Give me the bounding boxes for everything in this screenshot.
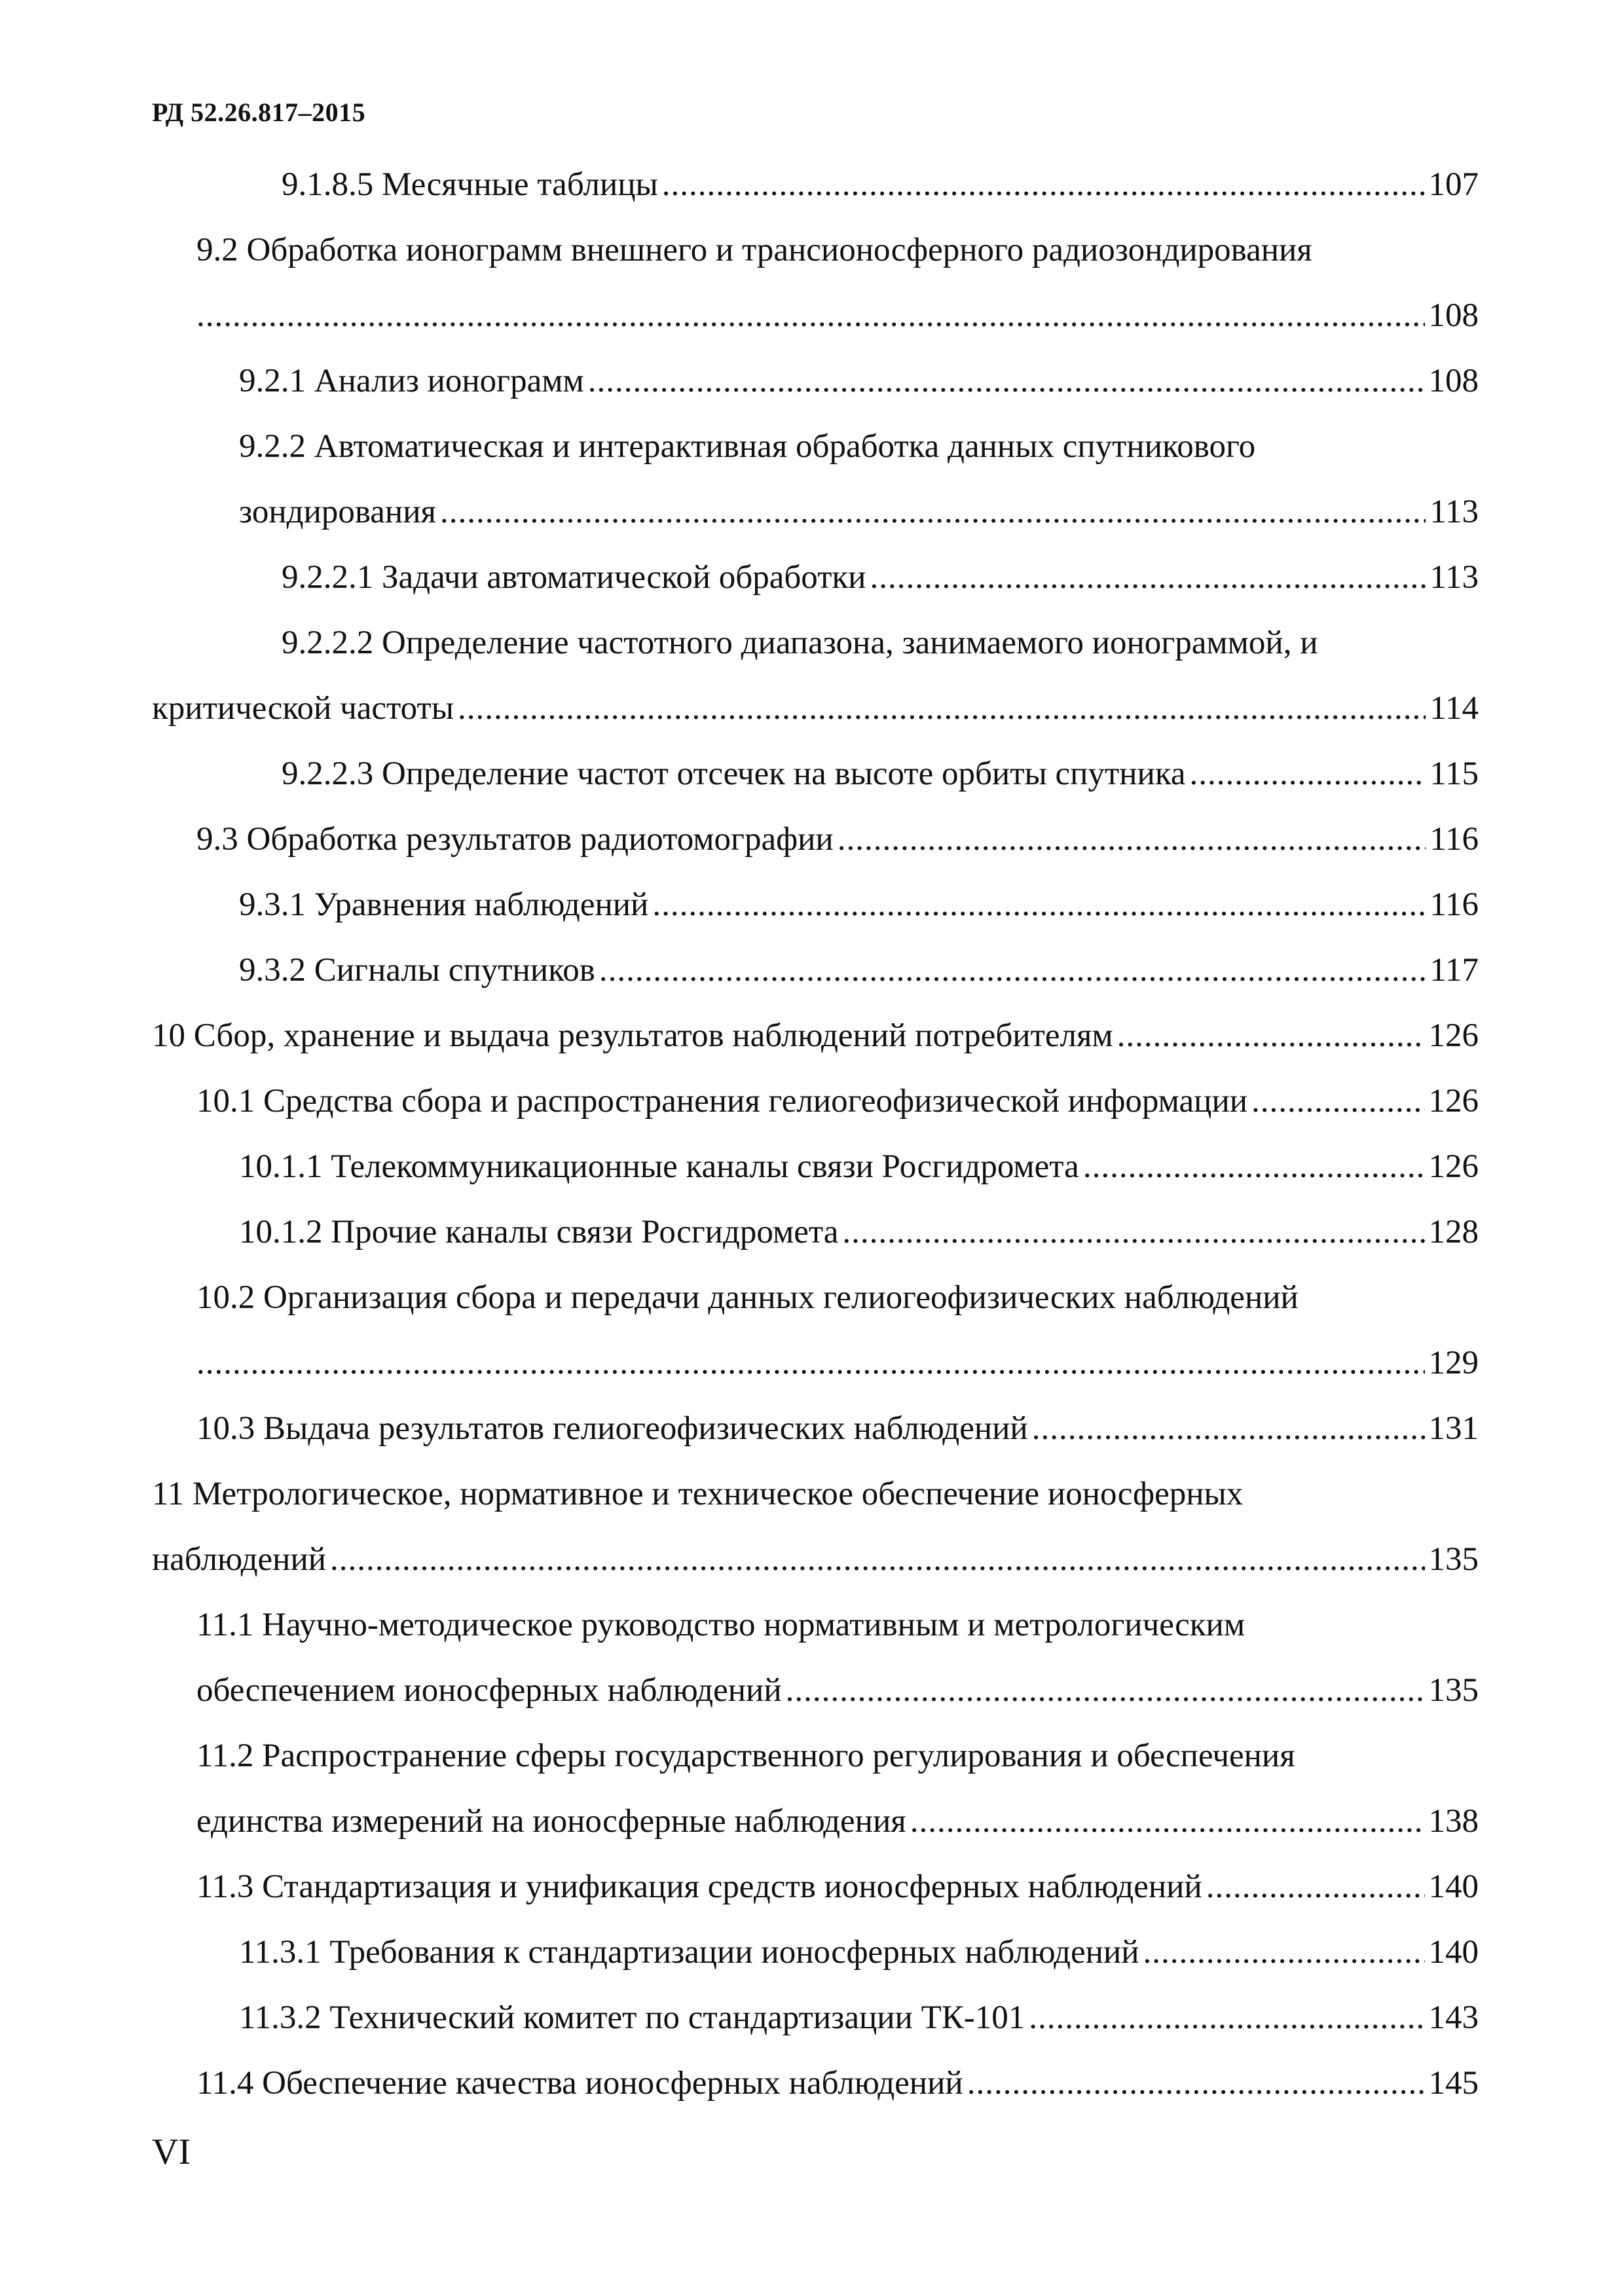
- toc-line[interactable]: [239, 493, 1479, 558]
- toc-leader: [1032, 1410, 1425, 1448]
- toc-leader: [330, 1540, 1424, 1578]
- toc-line[interactable]: [239, 362, 1479, 428]
- toc-line[interactable]: [239, 1148, 1479, 1213]
- toc-leader: [1083, 1148, 1425, 1186]
- toc-leader: [588, 362, 1425, 400]
- toc-leader: [440, 493, 1426, 531]
- toc-line[interactable]: [282, 755, 1479, 820]
- toc-line[interactable]: [196, 1737, 1479, 1802]
- toc-line[interactable]: [152, 1475, 1479, 1540]
- toc-page-number: 129: [1428, 1345, 1479, 1381]
- toc-leader: [1251, 1082, 1424, 1120]
- toc-entry-text: обеспечением ионосферных наблюдений: [196, 1672, 782, 1709]
- toc-entry-text: критической частоты: [152, 690, 454, 727]
- toc-entry-text: наблюдений: [152, 1541, 327, 1578]
- toc-line[interactable]: [196, 820, 1479, 886]
- toc-entry-text: 10.1.1 Телекоммуникационные каналы связи Росгидромета: [239, 1148, 1079, 1185]
- toc-line[interactable]: [239, 886, 1479, 951]
- toc-leader: [1029, 1999, 1424, 2037]
- toc-entry-text: 9.2.2.3 Определение частот отсечек на высоте орбиты спутника: [282, 756, 1186, 792]
- toc-entry-text: 9.2.2 Автоматическая и интерактивная обработка данных спутникового: [239, 428, 1256, 465]
- toc-page-number: 126: [1428, 1083, 1479, 1120]
- toc-page-number: 143: [1428, 1999, 1479, 2036]
- toc-page-number: 145: [1428, 2065, 1479, 2102]
- toc-entry-text: 10.2 Организация сбора и передачи данных гелиогеофизических наблюдений: [196, 1279, 1299, 1316]
- toc-leader: [967, 2064, 1425, 2102]
- toc-line[interactable]: [196, 1410, 1479, 1475]
- toc-page-number: 116: [1430, 886, 1479, 923]
- toc-entry-text: 11.3 Стандартизация и унификация средств ионосферных наблюдений: [196, 1868, 1202, 1905]
- toc-leader: [1206, 1868, 1425, 1906]
- toc-entry-text: 9.2 Обработка ионограмм внешнего и трансионосферного радиозондирования: [196, 232, 1312, 268]
- toc-line[interactable]: [196, 1802, 1479, 1868]
- toc-page-number: 116: [1430, 821, 1479, 858]
- toc-entry-text: 10 Сбор, хранение и выдача результатов наблюдений потребителям: [152, 1017, 1113, 1054]
- toc-entry-text: 11.4 Обеспечение качества ионосферных наблюдений: [196, 2065, 963, 2102]
- toc-page-number: 126: [1428, 1017, 1479, 1054]
- toc-line[interactable]: [196, 2064, 1479, 2130]
- toc-leader: [1189, 755, 1426, 793]
- toc-line[interactable]: [196, 1671, 1479, 1737]
- toc-line[interactable]: [196, 1868, 1479, 1933]
- toc-leader: [870, 558, 1426, 596]
- toc-entry-text: 11.3.2 Технический комитет по стандартизации ТК-101: [239, 1999, 1025, 2036]
- toc-page-number: 113: [1430, 494, 1479, 530]
- toc-entry-text: 9.1.8.5 Месячные таблицы: [282, 166, 658, 203]
- toc-entry-text: 9.2.2.1 Задачи автоматической обработки: [282, 559, 866, 596]
- toc-entry-text: 10.3 Выдача результатов гелиогеофизических наблюдений: [196, 1410, 1028, 1447]
- document-code-header: РД 52.26.817–2015: [152, 98, 366, 127]
- toc-line[interactable]: [196, 1279, 1479, 1344]
- toc-page-number: 126: [1428, 1148, 1479, 1185]
- toc-line[interactable]: [152, 689, 1479, 755]
- toc-line[interactable]: [239, 428, 1479, 493]
- toc-page-number: 140: [1428, 1934, 1479, 1971]
- toc-entry-text: 9.3.2 Сигналы спутников: [239, 952, 595, 989]
- toc-line[interactable]: [282, 624, 1479, 689]
- toc-line[interactable]: [196, 231, 1479, 297]
- toc-entry-text: 9.3 Обработка результатов радиотомографии: [196, 821, 834, 858]
- toc-line[interactable]: [239, 1213, 1479, 1279]
- toc-entry-text: 10.1 Средства сбора и распространения гелиогеофизической информации: [196, 1083, 1248, 1120]
- toc-page-number: 117: [1430, 952, 1479, 989]
- toc-leader: [652, 886, 1426, 924]
- toc-leader: [910, 1802, 1425, 1840]
- toc-entry-text: 10.1.2 Прочие каналы связи Росгидромета: [239, 1214, 839, 1250]
- toc-leader: [842, 1213, 1424, 1251]
- toc-page-number: 107: [1428, 166, 1479, 203]
- toc-leader: [786, 1671, 1425, 1709]
- toc-entry-text: 9.2.2.2 Определение частотного диапазона, занимаемого ионограммой, и: [282, 625, 1318, 661]
- toc-page-number: 138: [1428, 1803, 1479, 1840]
- toc-entry-text: 9.3.1 Уравнения наблюдений: [239, 886, 649, 923]
- toc-page-number: 140: [1428, 1868, 1479, 1905]
- toc-page-number: 108: [1428, 297, 1479, 334]
- toc-page-number: 131: [1428, 1410, 1479, 1447]
- toc-leader: [1143, 1933, 1425, 1971]
- toc-entry-text: зондирования: [239, 494, 436, 530]
- toc-page-number: 128: [1428, 1214, 1479, 1250]
- toc-page-number: 108: [1428, 363, 1479, 399]
- toc-leader: [838, 820, 1426, 858]
- toc-line[interactable]: [152, 1540, 1479, 1606]
- toc-leader: [196, 297, 1425, 335]
- toc-line[interactable]: [196, 1606, 1479, 1671]
- page-folio-number: VI: [152, 2132, 191, 2172]
- toc-entry-text: 11.1 Научно-методическое руководство нормативным и метрологическим: [196, 1607, 1246, 1643]
- toc-line[interactable]: [282, 558, 1479, 624]
- toc-line[interactable]: [239, 1999, 1479, 2064]
- toc-line[interactable]: [152, 1017, 1479, 1082]
- toc-page-number: 135: [1428, 1672, 1479, 1709]
- toc-line[interactable]: [196, 1344, 1479, 1410]
- toc-entry-text: 11 Метрологическое, нормативное и техническое обеспечение ионосферных: [152, 1476, 1244, 1512]
- toc-page-number: 135: [1428, 1541, 1479, 1578]
- toc-page-number: 114: [1430, 690, 1479, 727]
- toc-leader: [196, 1344, 1425, 1382]
- toc-line[interactable]: [239, 951, 1479, 1017]
- toc-line[interactable]: [239, 1933, 1479, 1999]
- toc-leader: [599, 951, 1426, 989]
- toc-leader: [1117, 1017, 1425, 1055]
- toc-entry-text: 11.3.1 Требования к стандартизации ионосферных наблюдений: [239, 1934, 1139, 1971]
- toc-entry-text: 11.2 Распространение сферы государственного регулирования и обеспечения: [196, 1738, 1295, 1774]
- toc-leader: [662, 166, 1425, 204]
- toc-line[interactable]: [282, 166, 1479, 231]
- toc-page-number: 113: [1430, 559, 1479, 596]
- toc-entry-text: 9.2.1 Анализ ионограмм: [239, 363, 584, 399]
- toc-leader: [458, 689, 1426, 727]
- toc-page-number: 115: [1430, 756, 1479, 792]
- toc-line[interactable]: [196, 297, 1479, 362]
- toc-line[interactable]: [196, 1082, 1479, 1148]
- toc-entry-text: единства измерений на ионосферные наблюдения: [196, 1803, 906, 1840]
